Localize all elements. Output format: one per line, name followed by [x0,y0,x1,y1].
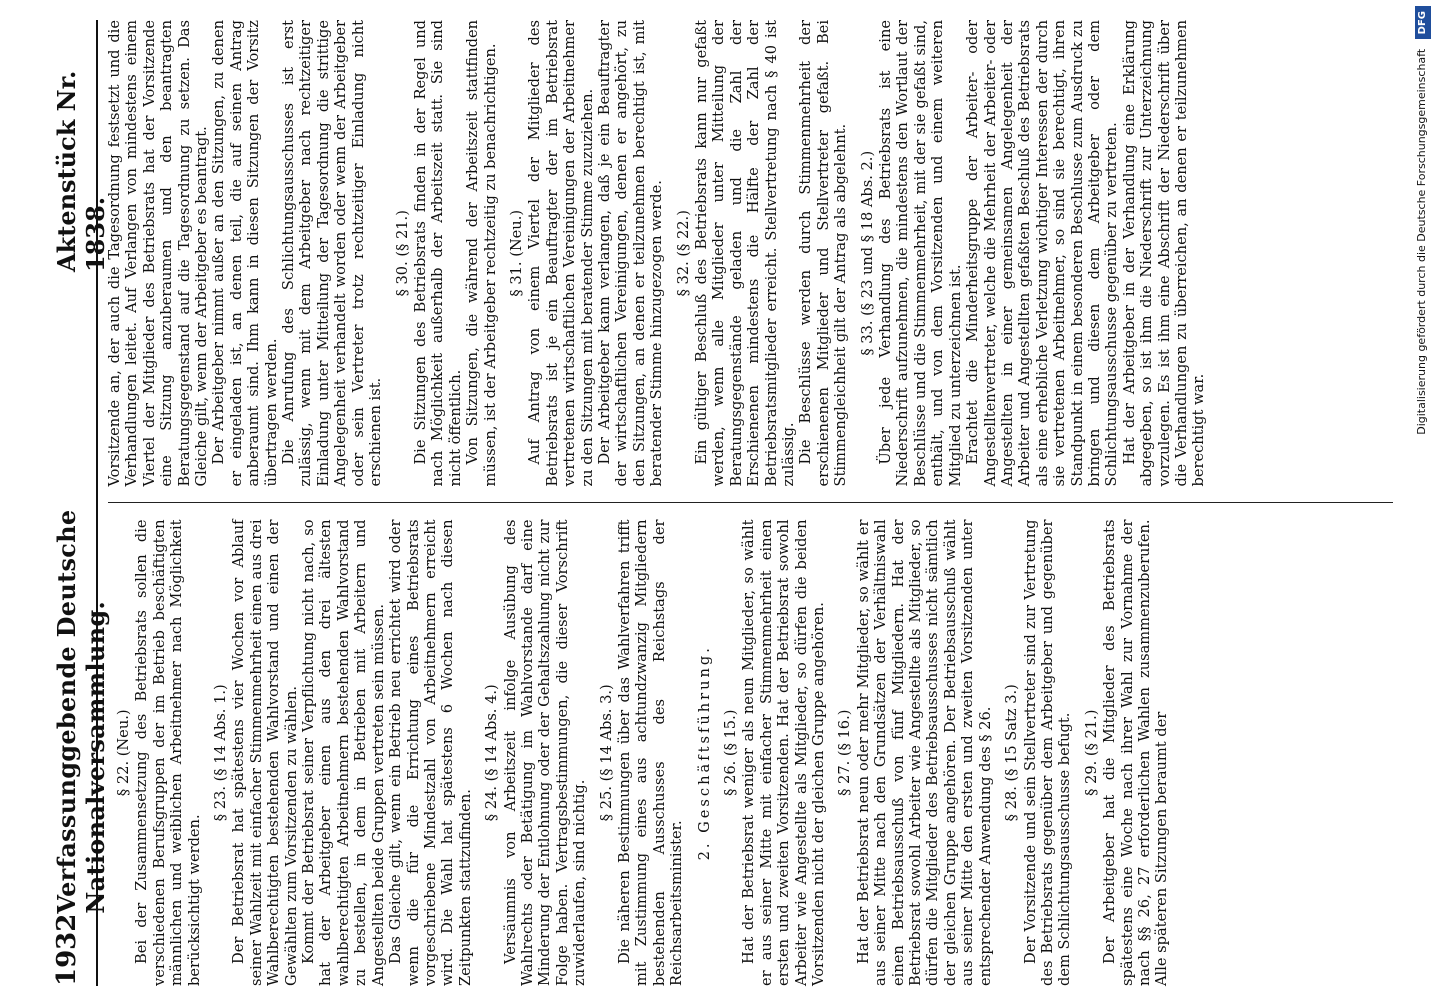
section-heading: § 24. (§ 14 Abs. 4.) [483,684,501,822]
paragraph: Erachtet die Minderheitsgruppe der Arbeiter- oder Angestelltenvertreter, welche die Mehrheit der Arbeiter- oder Angestellten in einer gemeinsamen Angelegenheit der Arbeiter und Angestellten gefaßten Beschluß des Betriebsrats als eine erhebliche Verletzung wichtiger Interessen der durch sie vertretenen Arbeitnehmer, so sind sie berechtigt, ihren Standpunkt in einem besonderen Beschlusse zum Ausdruck zu bringen und diesen dem Arbeitgeber oder dem Schlichtungsausschusse gegenüber zu vertreten. [964,20,1121,487]
paragraph: Der Arbeitgeber kann verlangen, daß je ein Beauftragter der wirtschaftlichen Vereinigungen, denen er angehört, zu den Sitzungen, an denen er teilzunehmen berechtigt ist, mit beratender Stimme hinzugezogen werde. [595,20,666,487]
paragraph: Kommt der Betriebsrat seiner Verpflichtung nicht nach, so hat der Arbeitgeber einen aus den drei ältesten wahlberechtigten Arbeitnehmern bestehenden Wahlvorstand zu bestellen, in dem in Betrieben mit Arbeitern und Angestellten beide Gruppen vertreten sein müssen. [300,519,387,986]
section-heading: § 22. (Neu.) [115,709,132,797]
paragraph: Die näheren Bestimmungen über das Wahlverfahren trifft mit Zustimmung eines aus achtundzwanzig Mitgliedern bestehenden Ausschusses des Reichstags der Reichsarbeitsminister. [615,519,686,986]
section-heading: § 23. (§ 14 Abs. 1.) [212,684,230,822]
digitization-sidebar [1412,6,1432,996]
paragraph: Auf Antrag von einem Viertel der Mitglieder des Betriebsrats ist je ein Beauftragter der im Betriebsrat vertretenen wirtschaftlichen Vereinigungen der Arbeitnehmer zu den Sitzungen mit beratender Stimme zuzuziehen. [526,20,596,487]
dfg-logo: DFG [1415,6,1431,39]
paragraph: Von Sitzungen, die während der Arbeitszeit stattfinden müssen, ist der Arbeitgeber rechtzeitig zu benachrichtigen. [464,20,499,487]
paragraph: Der Betriebsrat hat spätestens vier Wochen vor Ablauf seiner Wahlzeit mit einfacher Stimmenmehrheit einen aus drei Wahlberechtigten bestehenden Wahlvorstand und einen der Gewählten zum Vorsitzenden zu wählen. [230,519,300,986]
column-divider [108,503,1393,504]
paragraph: Hat der Betriebsrat neun oder mehr Mitglieder, so wählt er aus seiner Mitte nach den Grundsätzen der Verhältniswahl einen Betriebsausschuß von fünf Mitgliedern. Hat der Betriebsrat sowohl Arbeiter wie Angestellte als Mitglieder, so dürfen die Mitglieder des Betriebsausschusses nicht sämtlich der gleichen Gruppe angehören. Der Betriebsausschuß wählt aus seiner Mitte den ersten und zweiten Vorsitzenden unter entsprechender Anwendung des § 26. [854,519,994,986]
page-number: 1932 [52,913,82,986]
header-title: Verfassunggebende Deutsche Nationalversammlung. [52,509,110,914]
paragraph: Die Beschlüsse werden durch Stimmenmehrheit der erschienenen Mitglieder und Stellvertreter gefaßt. Bei Stimmengleichheit gilt der Antrag als abgelehnt. [797,20,850,487]
section-heading: § 25. (§ 14 Abs. 3.) [597,684,615,822]
paragraph: Hat der Betriebsrat weniger als neun Mitglieder, so wählt er aus seiner Mitte mit einfacher Stimmenmehrheit einen ersten und zweiten Vorsitzenden. Hat der Betriebsrat sowohl Arbeiter wie Angestellte als Mitglieder, so dürfen die beiden Vorsitzenden nicht der gleichen Gruppe angehören. [740,519,828,986]
paragraph: Versäumnis von Arbeitszeit infolge Ausübung des Wahlrechts oder Betätigung im Wahlvorstande darf eine Minderung der Entlohnung oder der Gehaltszahlung nicht zur Folge haben. Vertragsbestimmungen, die dieser Vorschrift zuwiderlaufen, sind nichtig. [501,519,589,986]
section-heading: § 27. (§ 16.) [836,709,854,796]
section-heading: § 30. (§ 21.) [393,210,411,297]
chapter-heading: 2. Geschäftsführung. [695,645,713,861]
section-heading: § 28. (§ 15 Satz 3.) [1003,684,1021,822]
paragraph: Ein gültiger Beschluß des Betriebsrats kann nur gefaßt werden, wenn alle Mitglieder unter Mitteilung der Beratungsgegenstände geladen und die Zahl der Erschienenen mindestens die Hälfte der Zahl der Betriebsratsmitglieder erreicht. Stellvertretung nach § 40 ist zulässig. [693,20,798,487]
paragraph: Hat der Arbeitgeber in der Verhandlung eine Erklärung abgegeben, so ist ihm die Niederschrift zur Unterzeichnung vorzulegen. Es ist ihm eine Abschrift der Niederschrift über die Verhandlungen zu überreichen, an denen er teilzunehmen berechtigt war. [1120,20,1208,487]
paragraph: Das Gleiche gilt, wenn ein Betrieb neu errichtet wird oder wenn die für die Errichtung eines Betriebsrats vorgeschriebene Mindestzahl von Arbeitnehmern erreicht wird. Die Wahl hat spätestens 6 Wochen nach diesen Zeitpunkten stattzufinden. [387,519,474,986]
section-heading: § 32. (§ 22.) [674,210,692,297]
paragraph: Vorsitzende an, der auch die Tagesordnung festsetzt und die Verhandlungen leitet. Auf Verlangen von mindestens einem Viertel der Mitglieder des Betriebsrats hat der Vorsitzende eine Sitzung anzuberaumen und den beantragten Beratungsgegenstand auf die Tagesordnung zu setzen. Das Gleiche gilt, wenn der Arbeitgeber es beantragt. [106,20,211,487]
page-header [52,20,110,986]
paragraph: Die Sitzungen des Betriebsrats finden in der Regel und nach Möglichkeit außerhalb der Arbeitszeit statt. Sie sind nicht öffentlich. [411,20,464,487]
section-heading: § 31. (Neu.) [507,209,525,297]
paragraph: Der Arbeitgeber nimmt außer an den Sitzungen, zu denen er eingeladen ist, an denen teil, die auf seinen Antrag anberaumt sind. Ihm kann in diesen Sitzungen der Vorsitz übertragen werden. [210,20,280,487]
paragraph: Bei der Zusammensetzung des Betriebsrats sollen die verschiedenen Berufsgruppen der im Betrieb beschäftigten männlichen und weiblichen Arbeitnehmer nach Möglichkeit berücksichtigt werden. [133,519,203,986]
digitization-note: Digitalisierung gefördert durch die Deutsche Forschungsgemeinschaft [1415,48,1428,435]
paragraph: Der Vorsitzende und sein Stellvertreter sind zur Vertretung des Betriebsrats gegenüber dem Arbeitgeber und gegenüber dem Schlichtungsausschusse befugt. [1021,519,1074,986]
section-heading: § 26. (§ 15.) [722,709,739,796]
document-number: Aktenstück Nr. 1838. [52,70,110,273]
paragraph: Über jede Verhandlung des Betriebsrats ist eine Niederschrift aufzunehmen, die mindestens den Wortlaut der Beschlüsse und die Stimmenmehrheit, mit der sie gefaßt sind, enthält, und von dem Vorsitzenden und einem weiteren Mitglied zu unterzeichnen ist. [877,20,964,487]
paragraph: Die Anrufung des Schlichtungsausschusses ist erst zulässig, wenn mit dem Arbeitgeber nach rechtzeitiger Einladung unter Mitteilung der Tagesordnung die strittige Angelegenheit verhandelt worden oder wenn der Arbeitgeber oder sein Vertreter trotz rechtzeitiger Einladung nicht erschienen ist. [280,20,385,487]
text-columns [106,20,1406,986]
section-heading: § 29. (§ 21.) [1082,709,1100,796]
left-column [106,519,1406,986]
section-heading: § 33. (§ 23 und § 18 Abs. 2.) [858,150,876,356]
paragraph: Der Arbeitgeber hat die Mitglieder des Betriebsrats spätestens eine Woche nach ihrer Wahl zur Vornahme der nach §§ 26, 27 erforderlichen Wahlen zusammenzuberufen. Alle späteren Sitzungen beraumt der [1101,519,1171,986]
right-column [106,20,1406,487]
